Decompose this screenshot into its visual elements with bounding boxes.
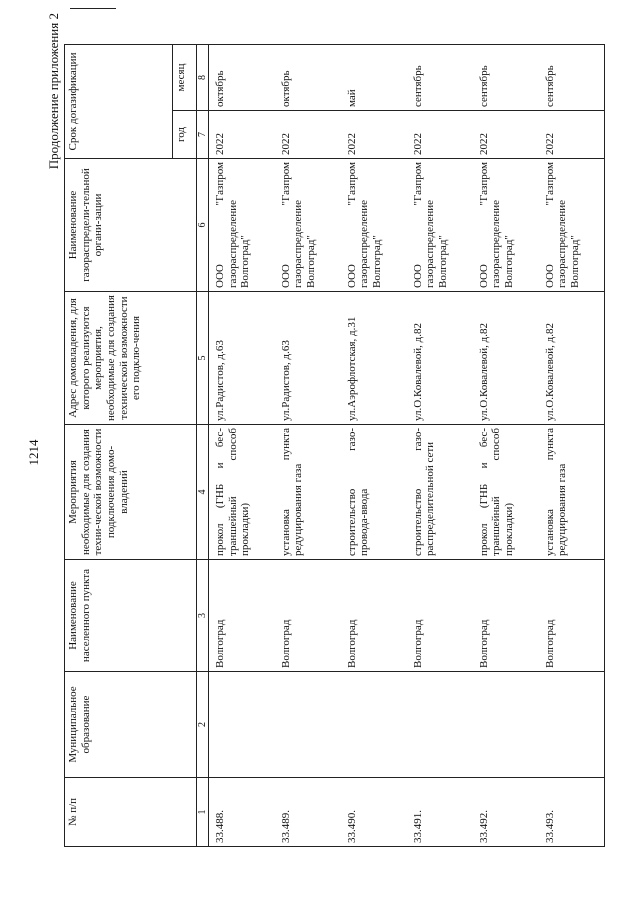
header-address: Адрес домовладения, для которого реализуются мероприятия, необходимые для создания технической возможности его подклю-чения — [65, 292, 197, 425]
row-year: 2022 — [341, 111, 407, 159]
row-org: ООО "Газпром газораспределение Волгоград" — [341, 159, 407, 292]
column-number: 5 — [197, 292, 209, 425]
table-row — [539, 44, 605, 846]
row-municipality — [473, 672, 539, 778]
row-year: 2022 — [275, 111, 341, 159]
gasification-table — [64, 44, 605, 847]
row-org: ООО "Газпром газораспределение Волгоград" — [539, 159, 605, 292]
column-number: 7 — [197, 111, 209, 159]
row-year: 2022 — [209, 111, 275, 159]
row-year: 2022 — [539, 111, 605, 159]
row-settlement: Волгоград — [341, 560, 407, 672]
table-row — [275, 44, 341, 846]
row-month: октябрь — [209, 44, 275, 110]
header-municipality: Муниципальное образование — [65, 672, 197, 778]
row-num: 33.490. — [341, 778, 407, 847]
row-address: ул.О.Ковалевой, д.82 — [539, 292, 605, 425]
row-address: ул.Аэрофлотская, д.31 — [341, 292, 407, 425]
row-address: ул.О.Ковалевой, д.82 — [407, 292, 473, 425]
table-row — [407, 44, 473, 846]
header-deadline: Срок догазификации — [65, 44, 173, 158]
row-month: май — [341, 44, 407, 110]
table-row — [341, 44, 407, 846]
header-org: Наименование газораспредели-тельной органи-зации — [65, 159, 197, 292]
column-number: 2 — [197, 672, 209, 778]
column-number: 3 — [197, 560, 209, 672]
row-settlement: Волгоград — [473, 560, 539, 672]
column-number: 1 — [197, 778, 209, 847]
table-row — [473, 44, 539, 846]
row-year: 2022 — [473, 111, 539, 159]
continuation-label: Продолжение приложения 2 — [46, 13, 61, 170]
row-municipality — [341, 672, 407, 778]
row-num: 33.491. — [407, 778, 473, 847]
row-settlement: Волгоград — [275, 560, 341, 672]
row-measures: прокол (ГНБ и бес-траншейный способ прокладки) — [209, 425, 275, 560]
row-settlement: Волгоград — [407, 560, 473, 672]
row-settlement: Волгоград — [209, 560, 275, 672]
row-measures: установка пункта редуцирования газа — [275, 425, 341, 560]
row-num: 33.488. — [209, 778, 275, 847]
column-number: 6 — [197, 159, 209, 292]
column-number: 8 — [197, 44, 209, 110]
row-address: ул.Радистов, д.63 — [209, 292, 275, 425]
row-year: 2022 — [407, 111, 473, 159]
row-municipality — [407, 672, 473, 778]
page-number: 1214 — [26, 439, 41, 466]
row-org: ООО "Газпром газораспределение Волгоград" — [473, 159, 539, 292]
row-address: ул.О.Ковалевой, д.82 — [473, 292, 539, 425]
row-measures: прокол (ГНБ и бес-траншейный способ прокладки) — [473, 425, 539, 560]
row-num: 33.493. — [539, 778, 605, 847]
row-municipality — [275, 672, 341, 778]
row-org: ООО "Газпром газораспределение Волгоград" — [209, 159, 275, 292]
row-num: 33.489. — [275, 778, 341, 847]
row-measures: установка пункта редуцирования газа — [539, 425, 605, 560]
row-settlement: Волгоград — [539, 560, 605, 672]
header-num: № п/п — [65, 778, 197, 847]
row-measures: строительство газо-провода-ввода — [341, 425, 407, 560]
header-settlement: Наименование населенного пункта — [65, 560, 197, 672]
row-measures: строительство газо-распределительной сети — [407, 425, 473, 560]
row-address: ул.Радистов, д.63 — [275, 292, 341, 425]
row-org: ООО "Газпром газораспределение Волгоград" — [275, 159, 341, 292]
header-measures: Мероприятия необходимые для создания техни-ческой возможности подключения домо-владений — [65, 425, 197, 560]
row-municipality — [539, 672, 605, 778]
row-month: октябрь — [275, 44, 341, 110]
table-row — [209, 44, 275, 846]
row-org: ООО "Газпром газораспределение Волгоград" — [407, 159, 473, 292]
row-month: сентябрь — [539, 44, 605, 110]
row-municipality — [209, 672, 275, 778]
row-month: сентябрь — [473, 44, 539, 110]
header-year: год — [173, 111, 197, 159]
row-num: 33.492. — [473, 778, 539, 847]
row-month: сентябрь — [407, 44, 473, 110]
column-number: 4 — [197, 425, 209, 560]
header-month: месяц — [173, 44, 197, 110]
